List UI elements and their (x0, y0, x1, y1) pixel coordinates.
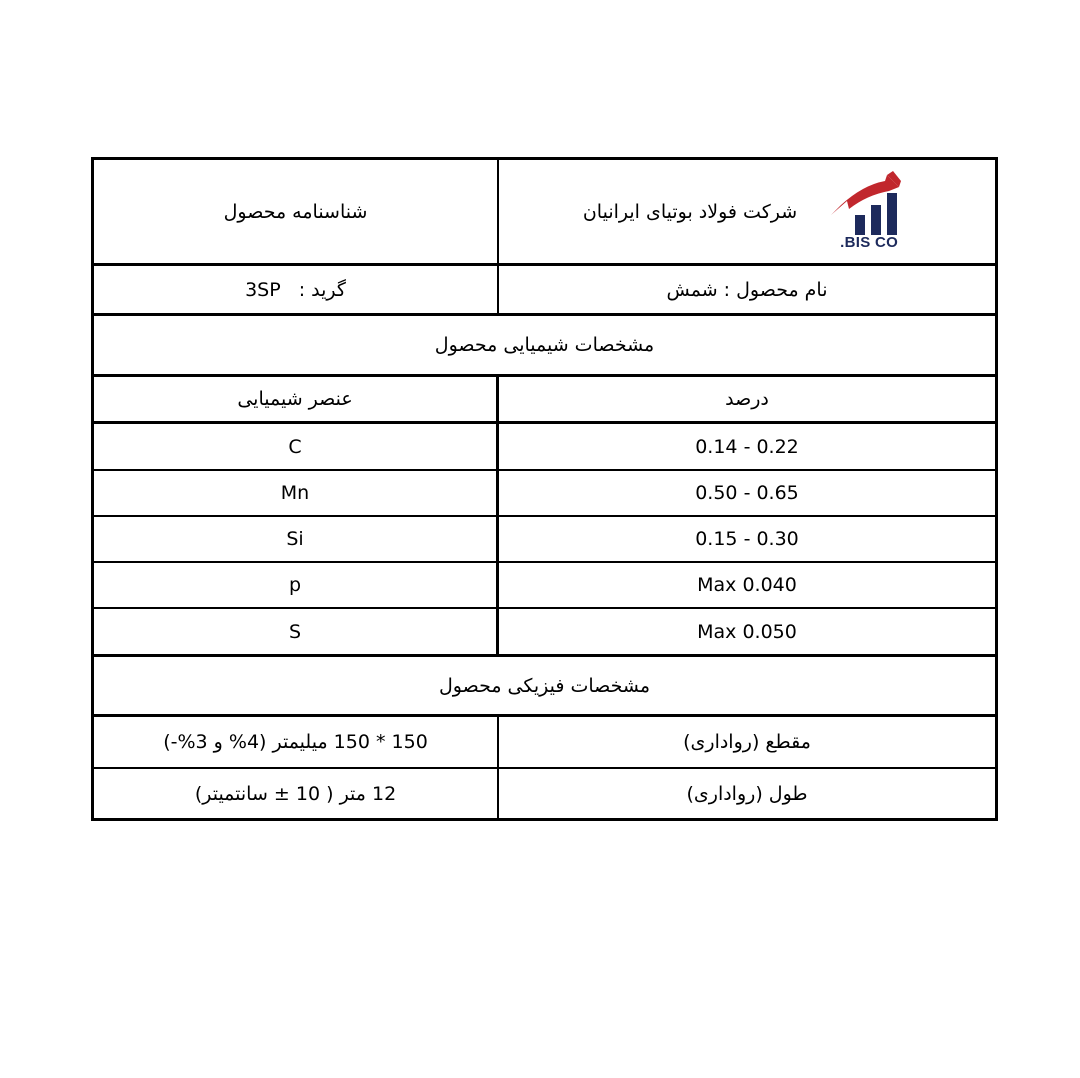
percent-cell: 0.14 - 0.22 (695, 435, 799, 458)
element-cell: C (94, 424, 499, 469)
percent-cell: Max 0.040 (697, 574, 797, 596)
header-row (94, 160, 995, 266)
grade-label: گرید : (298, 278, 346, 301)
percent-cell: 0.50 - 0.65 (695, 482, 799, 504)
table-row (94, 717, 995, 769)
table-row (94, 517, 995, 563)
percent-cell: 0.15 - 0.30 (695, 528, 799, 550)
col-percent-header: درصد (725, 388, 769, 410)
logo-text: BIS CO. (840, 233, 899, 251)
property-name: مقطع (رواداری) (683, 731, 811, 753)
property-value: 12 متر ( 10 ± سانتمیتر) (94, 769, 499, 818)
property-name: طول (رواداری) (686, 782, 808, 805)
element-cell: Si (94, 517, 499, 561)
company-cell (499, 160, 995, 263)
grade-cell (94, 266, 499, 313)
product-name: نام محصول : شمش (666, 278, 828, 301)
chemical-section-row (94, 316, 995, 377)
table-row (94, 471, 995, 517)
physical-section-title: مشخصات فیزیکی محصول (438, 674, 651, 697)
element-cell: p (94, 563, 499, 607)
company-logo (827, 171, 911, 253)
property-value: 150 * 150 میلیمتر (4% و 3%-) (94, 717, 499, 767)
table-row (94, 769, 995, 818)
physical-section-row (94, 657, 995, 717)
product-spec-sheet (91, 157, 998, 821)
document-title: شناسنامه محصول (94, 160, 499, 263)
table-row (94, 609, 995, 657)
element-cell: Mn (94, 471, 499, 515)
product-row (94, 266, 995, 316)
table-row (94, 563, 995, 609)
table-row (94, 424, 995, 471)
element-cell: S (94, 609, 499, 654)
grade-value: 3SP (245, 278, 281, 301)
percent-cell: Max 0.050 (697, 620, 797, 643)
chemical-header-row (94, 377, 995, 424)
chemical-section-title: مشخصات شیمیایی محصول (434, 334, 655, 356)
col-element-header: عنصر شیمیایی (94, 377, 499, 421)
company-name: شرکت فولاد بوتیای ایرانیان (582, 200, 798, 223)
